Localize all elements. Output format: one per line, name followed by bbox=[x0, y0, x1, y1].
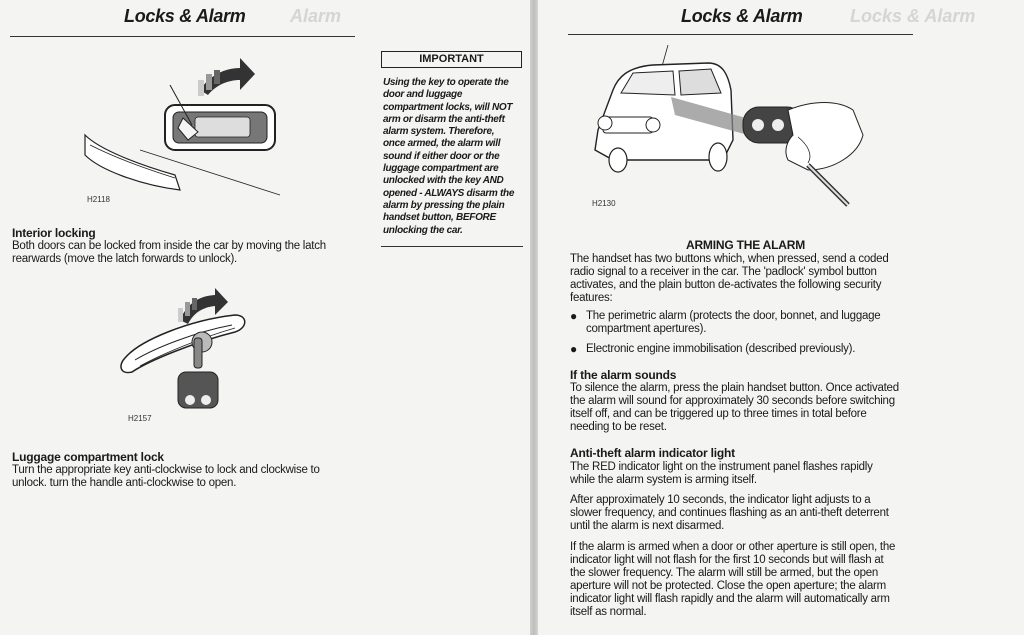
alarm-sounds-heading: If the alarm sounds bbox=[570, 368, 677, 382]
interior-locking-heading: Interior locking bbox=[12, 226, 96, 240]
bullet-dot: ● bbox=[570, 342, 577, 356]
luggage-lock-text: Turn the appropriate key anti-clockwise to lock and clockwise to unlock. turn the handle anti-clockwise to open. bbox=[12, 464, 320, 489]
right-page-header: Locks & Alarm bbox=[681, 6, 803, 26]
arming-text: The handset has two buttons which, when pressed, send a coded radio signal to a receiver in the car. The 'padlock' symbol button activates, and the plain button de-activates the following security features: bbox=[570, 253, 889, 304]
interior-latch-illustration bbox=[80, 50, 310, 200]
bleed-through-header: Locks & Alarm bbox=[850, 6, 976, 26]
bullet-engine-immobilisation: ● Electronic engine immobilisation (described previously). bbox=[570, 342, 856, 356]
bullet-dot: ● bbox=[570, 309, 577, 323]
important-rule bbox=[381, 246, 523, 247]
figure-label-h2157: H2157 bbox=[128, 414, 152, 423]
luggage-lock-heading: Luggage compartment lock bbox=[12, 450, 164, 464]
left-page-header: Locks & Alarm bbox=[124, 6, 246, 26]
bullet-perimetric-alarm: ● The perimetric alarm (protects the door, bonnet, and luggage compartment apertures). bbox=[570, 309, 881, 335]
right-page bbox=[538, 0, 1024, 635]
figure-label-h2130: H2130 bbox=[592, 199, 616, 208]
indicator-para1: The RED indicator light on the instrument panel flashes rapidly while the alarm system is arming itself. bbox=[570, 461, 873, 486]
important-box: IMPORTANT bbox=[381, 51, 522, 68]
header-rule bbox=[568, 34, 913, 35]
car-handset-illustration bbox=[583, 45, 883, 220]
book-gutter bbox=[530, 0, 538, 635]
arming-heading: ARMING THE ALARM bbox=[686, 238, 806, 252]
figure-label-h2118: H2118 bbox=[87, 195, 110, 204]
indicator-para2: After approximately 10 seconds, the indicator light adjusts to a slower frequency, and continues flashing as an anti-theft deterrent until the alarm is next disarmed. bbox=[570, 494, 889, 532]
header-rule bbox=[10, 36, 355, 37]
indicator-para3: If the alarm is armed when a door or other aperture is still open, the indicator light will not flash for the first 10 seconds but will flash at the slower frequency. The alarm will still be armed, but the open aperture will not be protected. Close the open aperture; the alarm indicator light will flash rapidly and the alarm will automatically arm itself as normal. bbox=[570, 541, 896, 618]
interior-locking-text: Both doors can be locked from inside the car by moving the latch rearwards (move the latch forwards to unlock). bbox=[12, 240, 326, 265]
luggage-lock-illustration bbox=[120, 280, 250, 420]
indicator-heading: Anti-theft alarm indicator light bbox=[570, 446, 735, 460]
bleed-through-header: Alarm bbox=[290, 6, 342, 26]
important-text: Using the key to operate the door and luggage compartment locks, will NOT arm or disarm the anti-theft alarm system. Therefore, once armed, the alarm will sound if either door or the luggage compartment are unlocked with the key AND opened - ALWAYS disarm the alarm by pressing the plain handset button, BEFORE unlocking the car. bbox=[383, 77, 515, 236]
alarm-sounds-text: To silence the alarm, press the plain handset button. Once activated the alarm will sound for approximately 30 seconds before switching itself off, and can be triggered up to three times in total before needing to be reset. bbox=[570, 382, 899, 433]
